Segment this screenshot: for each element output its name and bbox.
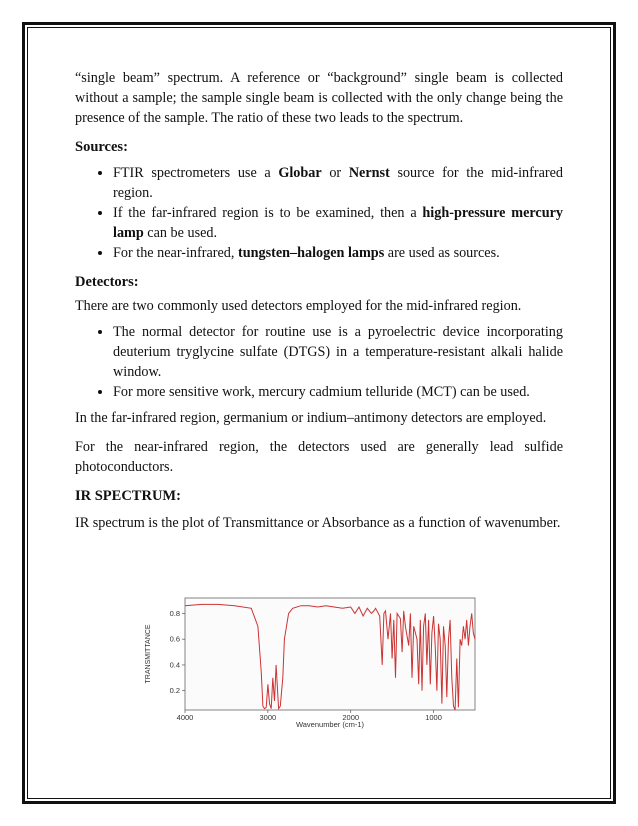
sources-list <box>75 163 563 263</box>
x-tick-label: 1000 <box>425 713 442 722</box>
x-tick-label: 2000 <box>342 713 360 722</box>
y-tick-label: 0.8 <box>169 608 180 618</box>
list-item: • The normal detector for routine use is a pyroelectric device incorporating deuterium tryglycine sulfate (DTGS) in a temperature-resistant alkali halide window. <box>113 322 563 382</box>
ir-spectrum-heading: IR SPECTRUM: <box>75 488 181 504</box>
far-ir-paragraph: In the far-infrared region, germanium or indium–antimony detectors are employed. <box>75 410 547 426</box>
y-tick-label: 0.2 <box>169 686 180 696</box>
x-tick-label: 4000 <box>176 713 194 722</box>
list-item: • For more sensitive work, mercury cadmium telluride (MCT) can be used. <box>113 382 563 402</box>
ir-spectrum-paragraph: IR spectrum is the plot of Transmittance or Absorbance as a function of wavenumber. <box>75 515 561 531</box>
near-ir-paragraph: For the near-infrared region, the detectors used are generally lead sulfide photoconductors. <box>75 439 563 475</box>
chart-svg <box>138 590 478 730</box>
x-axis-label: Wavenumber (cm-1) <box>295 720 365 729</box>
document-body <box>75 68 563 533</box>
y-axis-label: TRANSMITTANCE <box>145 624 152 684</box>
x-tick-label: 3000 <box>259 713 277 722</box>
intro-paragraph: “single beam” spectrum. A reference or “background” single beam is collected without a sample; the sample single beam is collected with the only change being the presence of the sample. The ratio of these two leads to the spectrum. <box>75 70 563 126</box>
list-item: • FTIR spectrometers use a Globar or Nernst source for the mid-infrared region. <box>113 163 563 203</box>
detectors-intro: There are two commonly used detectors employed for the mid-infrared region. <box>75 298 522 314</box>
detectors-list <box>75 322 563 402</box>
sources-heading: Sources: <box>75 139 128 155</box>
y-tick-label: 0.6 <box>169 634 180 644</box>
list-item: • For the near-infrared, tungsten–halogen lamps are used as sources. <box>113 243 563 263</box>
list-item: • If the far-infrared region is to be examined, then a high-pressure mercury lamp can be used. <box>113 203 563 243</box>
ir-spectrum-chart <box>138 590 478 730</box>
y-tick-label: 0.4 <box>169 660 180 670</box>
detectors-heading: Detectors: <box>75 274 139 290</box>
